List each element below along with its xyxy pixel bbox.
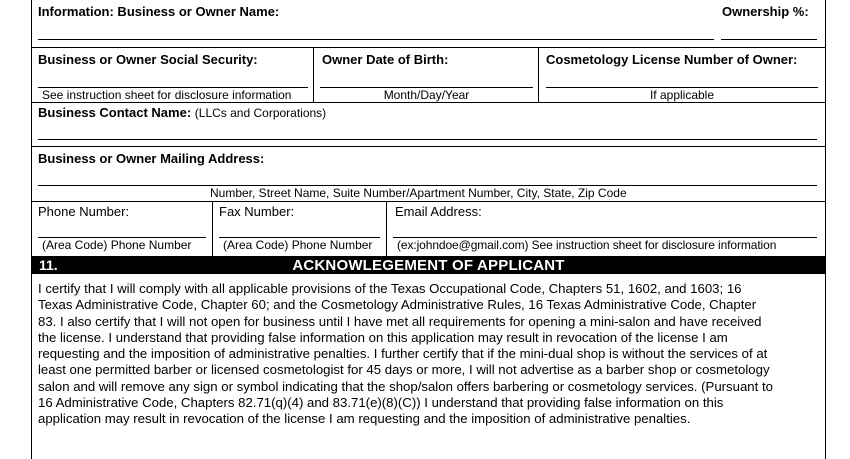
form-border-left — [31, 0, 32, 459]
email-field[interactable] — [393, 219, 817, 237]
column-divider — [212, 201, 213, 256]
email-hint: (ex:johndoe@gmail.com) See instruction sheet for disclosure information — [397, 238, 777, 252]
acknowledgement-line: application may result in revocation of the license I am requesting and the imposition of administrative penalties. — [38, 411, 691, 427]
ownership-underline — [721, 39, 817, 40]
row-divider — [31, 201, 826, 202]
acknowledgement-line: I certify that I will comply with all applicable provisions of the Texas Occupational Code, Chapters 51, 1602, and 1603; 16 — [38, 281, 742, 296]
ssn-field[interactable] — [38, 69, 308, 87]
mailing-address-hint: Number, Street Name, Suite Number/Apartment Number, City, State, Zip Code — [210, 186, 627, 200]
contact-name-label-bold: Business Contact Name: — [38, 105, 192, 120]
dob-label: Owner Date of Birth: — [322, 52, 449, 67]
fax-hint: (Area Code) Phone Number — [223, 238, 373, 252]
fax-label: Fax Number: — [219, 204, 295, 219]
form-border-right — [825, 0, 826, 459]
email-label: Email Address: — [395, 204, 482, 219]
contact-name-label-note: (LLCs and Corporations) — [194, 106, 327, 120]
license-label: Cosmetology License Number of Owner: — [546, 52, 798, 67]
mailing-address-field[interactable] — [38, 166, 817, 184]
owner-name-field[interactable] — [38, 21, 714, 39]
acknowledgement-line: the license. I understand that providing false information on this application may result in revocation of the license I am — [38, 329, 728, 345]
license-field[interactable] — [546, 69, 818, 87]
acknowledgement-line: 83. I also certify that I will not open for business until I have met all requirements for opening a mini-salon and have received — [38, 313, 762, 329]
phone-label: Phone Number: — [38, 204, 130, 219]
contact-name-underline — [38, 139, 817, 140]
owner-name-label: Information: Business or Owner Name: — [38, 4, 280, 19]
row-divider — [31, 47, 826, 48]
acknowledgement-line: least one permitted barber or licensed cosmetologist for 45 days or more, I will not advertise as a barber shop or cosmetology — [38, 362, 770, 378]
owner-name-underline — [38, 39, 714, 40]
dob-hint: Month/Day/Year — [383, 88, 470, 102]
mailing-address-label: Business or Owner Mailing Address: — [38, 151, 265, 166]
phone-field[interactable] — [38, 219, 206, 237]
license-hint: If applicable — [649, 88, 715, 102]
acknowledgement-text — [38, 281, 818, 428]
ownership-field[interactable] — [721, 21, 817, 39]
row-divider — [31, 146, 826, 147]
acknowledgement-line: salon and will remove any sign or symbol indicating that the shop/salon offers barbering or cosmetology services. (Pursuant to — [38, 378, 773, 394]
fax-field[interactable] — [219, 219, 380, 237]
row-divider — [31, 102, 826, 103]
column-divider — [386, 201, 387, 256]
phone-hint: (Area Code) Phone Number — [42, 238, 192, 252]
acknowledgement-line: Texas Administrative Code, Chapter 60; and the Cosmetology Administrative Rules, 16 Texas Administrative Code, Chapter — [38, 297, 757, 313]
ssn-hint: See instruction sheet for disclosure information — [42, 88, 292, 102]
section-number: 11. — [39, 257, 58, 273]
section-title: ACKNOWLEGEMENT OF APPLICANT — [292, 257, 565, 274]
section-banner — [31, 256, 826, 274]
acknowledgement-line: requesting and the imposition of administrative penalties. I further certify that if the mini-dual shop is without the services of at — [38, 346, 768, 362]
column-divider — [538, 47, 539, 103]
contact-name-label — [38, 105, 326, 120]
contact-name-field[interactable] — [38, 120, 817, 138]
acknowledgement-line: 16 Administrative Code, Chapters 82.71(q)(4) and 83.71(e)(8)(C)) I understand that providing false information on this — [38, 395, 724, 411]
column-divider — [313, 47, 314, 103]
ssn-label: Business or Owner Social Security: — [38, 52, 258, 67]
ownership-label: Ownership %: — [722, 4, 809, 19]
dob-field[interactable] — [320, 69, 533, 87]
